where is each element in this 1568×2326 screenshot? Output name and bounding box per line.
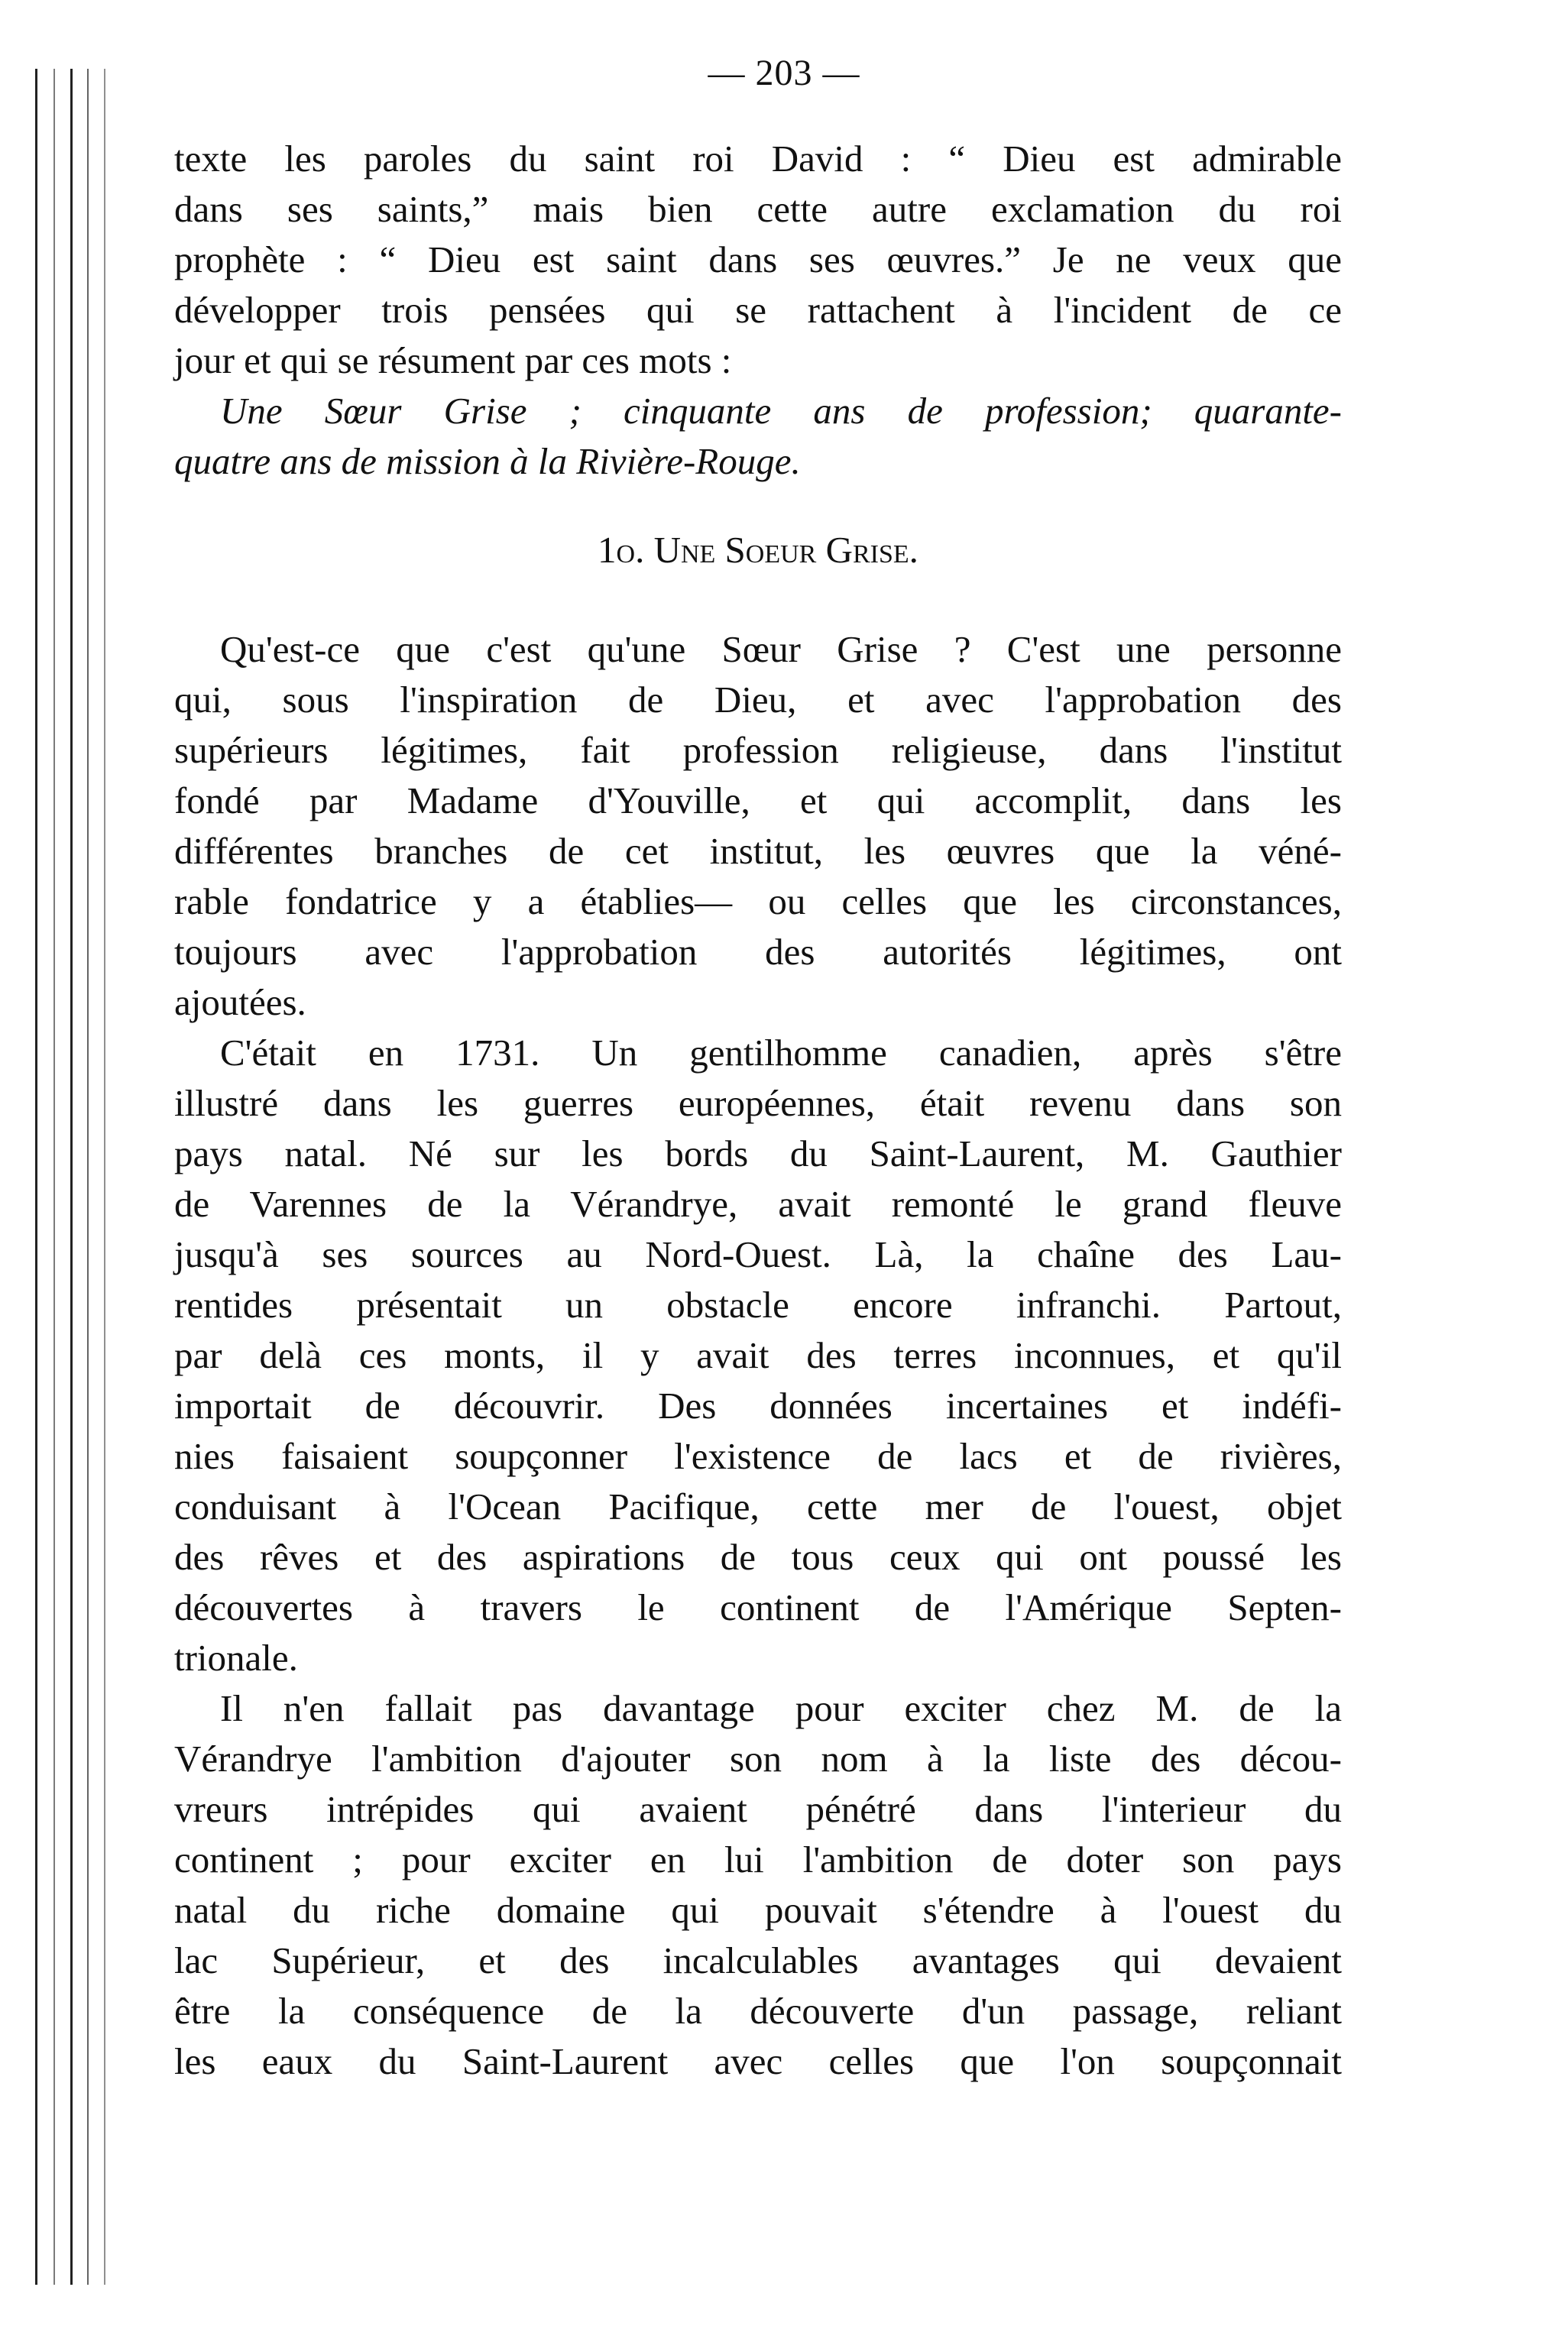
section-heading: 1o. Une Soeur Grise.	[598, 529, 918, 571]
binding-line	[35, 69, 37, 2285]
text-line: prophète : “ Dieu est saint dans ses œuvres.” Je ne veux que	[174, 238, 1342, 280]
text-line: rentides présentait un obstacle encore infranchi. Partout,	[174, 1284, 1342, 1326]
text-line: de Varennes de la Vérandrye, avait remonté le grand fleuve	[174, 1183, 1342, 1225]
text-line: dans ses saints,” mais bien cette autre exclamation du roi	[174, 188, 1342, 230]
text-line: pays natal. Né sur les bords du Saint-Laurent, M. Gauthier	[174, 1132, 1342, 1174]
binding-line	[104, 69, 105, 2285]
paragraph-1	[174, 624, 1342, 1028]
text-line: qui, sous l'inspiration de Dieu, et avec l'approbation des	[174, 679, 1342, 721]
text-line: importait de découvrir. Des données incertaines et indéfi-	[174, 1385, 1342, 1427]
text-line: illustré dans les guerres européennes, était revenu dans son	[174, 1082, 1342, 1124]
text-line: Qu'est-ce que c'est qu'une Sœur Grise ? C'est une personne	[220, 628, 1342, 670]
text-line: lac Supérieur, et des incalculables avantages qui devaient	[174, 1939, 1342, 1981]
text-line: rable fondatrice y a établies— ou celles que les circonstances,	[174, 880, 1342, 922]
text-line: les eaux du Saint-Laurent avec celles que l'on soupçonnait	[174, 2040, 1342, 2082]
binding-line	[87, 69, 89, 2285]
text-line: des rêves et des aspirations de tous ceux qui ont poussé les	[174, 1536, 1342, 1578]
text-line: fondé par Madame d'Youville, et qui accomplit, dans les	[174, 779, 1342, 821]
page-body	[174, 134, 1342, 2087]
text-line: toujours avec l'approbation des autorités légitimes, ont	[174, 931, 1342, 973]
paragraph-3	[174, 1683, 1342, 2087]
text-line: découvertes à travers le continent de l'Amérique Septen-	[174, 1586, 1342, 1628]
page-number: — 203 —	[708, 53, 860, 93]
text-line: Vérandrye l'ambition d'ajouter son nom à la liste des décou-	[174, 1738, 1342, 1780]
text-line: par delà ces monts, il y avait des terres inconnues, et qu'il	[174, 1334, 1342, 1376]
book-binding-edge	[31, 69, 122, 2285]
text-line: supérieurs légitimes, fait profession religieuse, dans l'institut	[174, 729, 1342, 771]
text-line: Une Sœur Grise ; cinquante ans de profession; quarante-	[220, 390, 1342, 432]
text-line: texte les paroles du saint roi David : “ Dieu est admirable	[174, 138, 1342, 180]
text-line: Il n'en fallait pas davantage pour exciter chez M. de la	[220, 1687, 1342, 1729]
text-line: jour et qui se résument par ces mots :	[174, 339, 732, 381]
text-line: développer trois pensées qui se rattachent à l'incident de ce	[174, 289, 1342, 331]
binding-line	[53, 69, 55, 2285]
text-line: C'était en 1731. Un gentilhomme canadien, après s'être	[220, 1032, 1342, 1074]
italic-summary	[174, 386, 1342, 487]
text-line: différentes branches de cet institut, les œuvres que la véné-	[174, 830, 1342, 872]
text-line: ajoutées.	[174, 981, 306, 1023]
text-line: nies faisaient soupçonner l'existence de lacs et de rivières,	[174, 1435, 1342, 1477]
text-line: continent ; pour exciter en lui l'ambition de doter son pays	[174, 1838, 1342, 1881]
text-line: trionale.	[174, 1637, 298, 1679]
intro-paragraph	[174, 134, 1342, 386]
text-line: vreurs intrépides qui avaient pénétré dans l'interieur du	[174, 1788, 1342, 1830]
text-line: être la conséquence de la découverte d'un passage, reliant	[174, 1990, 1342, 2032]
text-line: quatre ans de mission à la Rivière-Rouge.	[174, 440, 801, 482]
binding-line	[70, 69, 73, 2285]
text-line: jusqu'à ses sources au Nord-Ouest. Là, la chaîne des Lau-	[174, 1233, 1342, 1275]
text-line: conduisant à l'Ocean Pacifique, cette mer de l'ouest, objet	[174, 1485, 1342, 1527]
paragraph-2	[174, 1028, 1342, 1683]
text-line: natal du riche domaine qui pouvait s'étendre à l'ouest du	[174, 1889, 1342, 1931]
